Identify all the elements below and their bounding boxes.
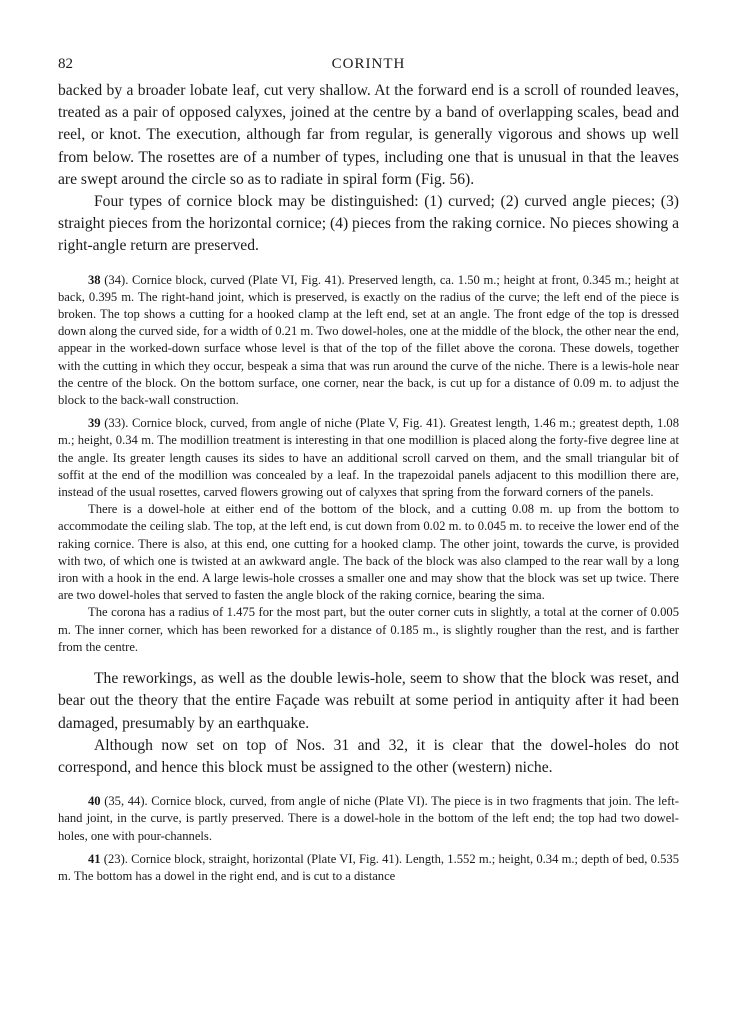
entry-text: (23). Cornice block, straight, horizontal (Plate VI, Fig. 41). Length, 1.552 m.; height, 0.34 m.; depth of bed, 0.535 m. The bottom has a dowel in the right end, and is cut to a distance — [58, 851, 679, 883]
discussion-paragraph-1: The reworkings, as well as the double lewis-hole, seem to show that the block was reset, and bear out the theory that the entire Façade was rebuilt at some period in antiquity after it had been damaged, presumably by an earthquake. — [58, 670, 679, 732]
intro-paragraph-2: Four types of cornice block may be distinguished: (1) curved; (2) curved angle pieces; (3) straight pieces from the horizontal cornice; (4) pieces from the raking cornice. No pieces showing a right-angle return are preserved. — [58, 193, 679, 255]
entry-number: 40 — [88, 794, 101, 809]
entry-text: (34). Cornice block, curved (Plate VI, Fig. 41). Preserved length, ca. 1.50 m.; height at front, 0.345 m.; height at back, 0.395 m. The right-hand joint, which is preserved, is exactly on the radius of the curve; the left end of the piece is broken. The top shows a cutting for a hooked clamp at the left end, set at an angle. The front edge of the top is dressed down along the curved side, for a width of 0.21 m. Two dowel-holes, one at the middle of the block, the other near the end, appear in the worked-down surface whose level is that of the top of the fillet above the corona. These dowels, together with the cutting in which they occur, bespeak a sima that was run around the curve of the niche. There is a lewis-hole near the centre of the block. On the bottom surface, one corner, near the back, is cut up for a distance of 0.09 m. to adjust the block to the back-wall construction. — [58, 272, 679, 408]
intro-paragraph-1: backed by a broader lobate leaf, cut very shallow. At the forward end is a scroll of rounded leaves, treated as a pair of opposed calyxes, joined at the centre by a band of overlapping scales, bead and reel, or knot. The execution, although far from regular, is generally vigorous and shows up well from below. The rosettes are of a number of types, including one that is unusual in that the leaves are swept around the circle so as to radiate in spiral form (Fig. 56). — [58, 82, 679, 188]
entry-number: 39 — [88, 416, 101, 431]
entry-text: (33). Cornice block, curved, from angle of niche (Plate V, Fig. 41). Greatest length, 1.46 m.; greatest depth, 1.08 m.; height, 0.34 m. The modillion treatment is interesting in that one modillion is placed along the forty-five degree line at the angle. Its greater length causes its sides to have an additional scroll carved on them, and the small triangular bit of soffit at the end of the modillion was concealed by a leaf. In the trapezoidal panels adjacent to this modillion there are, instead of the usual rosettes, carved flowers growing out of calyxes that spring from the forward corners of the panels. — [58, 416, 679, 500]
page-number: 82 — [58, 56, 73, 72]
entry-number: 38 — [88, 272, 101, 287]
entry-39-paragraph-3: The corona has a radius of 1.475 for the most part, but the outer corner cuts in slightly, a total at the corner of 0.005 m. The inner corner, which has been reworked for a distance of 0.185 m., is slightly rougher than the rest, and is farther from the centre. — [58, 605, 679, 654]
entry-number: 41 — [88, 851, 101, 866]
running-title: CORINTH — [331, 56, 406, 72]
catalogue-entry-40 — [58, 793, 679, 845]
entry-text: (35, 44). Cornice block, curved, from angle of niche (Plate VI). The piece is in two fragments that join. The left-hand joint, in the curve, is partly preserved. There is a dowel-hole in the bottom of the left end; the top had two dowel-holes, one with pour-channels. — [58, 794, 679, 843]
catalogue-entry-41 — [58, 851, 679, 885]
catalogue-entry-38 — [58, 272, 679, 410]
catalogue-entry-39 — [58, 415, 679, 501]
page — [58, 56, 679, 885]
discussion-paragraph-2: Although now set on top of Nos. 31 and 32, it is clear that the dowel-holes do not correspond, and hence this block must be assigned to the other (western) niche. — [58, 736, 679, 776]
running-header — [58, 56, 679, 80]
entry-39-paragraph-2: There is a dowel-hole at either end of the bottom of the block, and a cutting 0.08 m. up from the bottom to accommodate the ceiling slab. The top, at the left end, is cut down from 0.02 m. to 0.045 m. to receive the lower end of the raking cornice. There is also, at this end, one cutting for a hooked clamp. The other joint, towards the curve, is provided with two, of which one is twisted at an awkward angle. The back of the block was also clamped to the rear wall by a long iron with a hook in the end. A large lewis-hole crosses a smaller one and may show that the block was set up twice. There are two dowel-holes that served to fasten the angle block of the raking cornice, bearing the sima. — [58, 502, 679, 603]
